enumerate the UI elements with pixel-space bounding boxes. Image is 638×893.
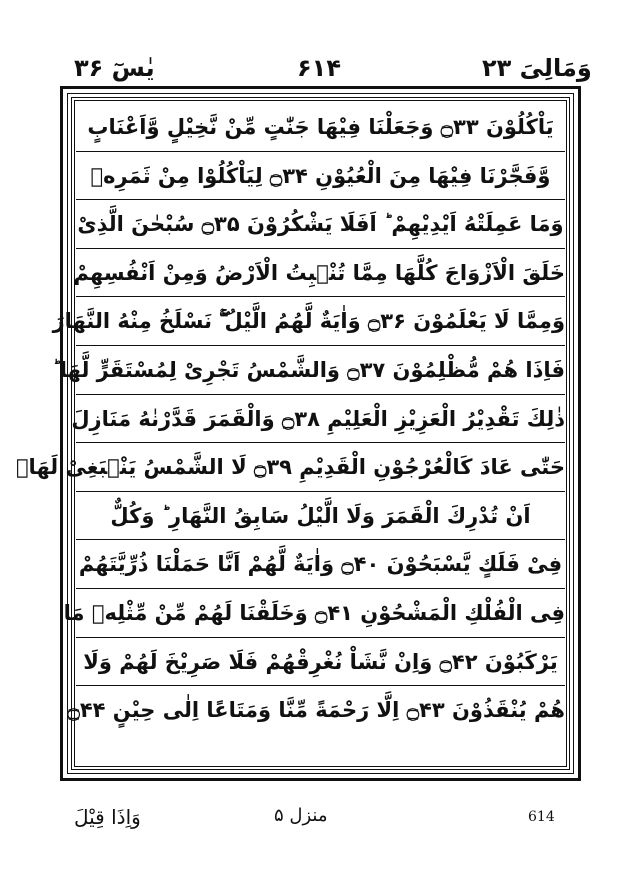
text-line-10: فِیْ فَلَكٍ یَّسْبَحُوْنَ ۝۴۰ وَاٰیَةٌ لَّهُمْ اَنَّا حَمَلْنَا ذُرِّیَّتَهُمْ: [76, 540, 565, 589]
text-line-13: هُمْ یُنْقَذُوْنَ ۝۴۳ اِلَّا رَحْمَةً مِّنَّا وَمَتَاعًا اِلٰی حِیْنٍ ۝۴۴: [67, 698, 565, 723]
text-line-8: حَتّٰی عَادَ كَالْعُرْجُوْنِ الْقَدِیْمِ ۝۳۹ لَا الشَّمْسُ یَنْۢبَغِیْ لَهَاۤ: [76, 443, 565, 492]
text-line-11: فِی الْفُلْكِ الْمَشْحُوْنِ ۝۴۱ وَخَلَقْنَا لَهُمْ مِّنْ مِّثْلِهٖ مَا: [76, 589, 565, 638]
text-line-7: ذٰلِكَ تَقْدِیْرُ الْعَزِیْزِ الْعَلِیْمِ ۝۳۸ وَالْقَمَرَ قَدَّرْنٰهُ مَنَازِلَ: [76, 395, 565, 444]
text-line-3: وَمَا عَمِلَتْهُ اَیْدِیْهِمْ ؕ اَفَلَا یَشْكُرُوْنَ ۝۳۵ سُبْحٰنَ الَّذِیْ: [76, 200, 565, 249]
page-header: [0, 0, 638, 92]
catchword: وَاِذَا قِیْلَ: [74, 805, 141, 829]
page-number: 614: [528, 809, 555, 825]
text-line-1: یَاْكُلُوْنَ ۝۳۳ وَجَعَلْنَا فِیْهَا جَنّٰتٍ مِّنْ نَّخِیْلٍ وَّاَعْنَابٍ: [76, 103, 565, 152]
text-line-6: فَاِذَا هُمْ مُّظْلِمُوْنَ ۝۳۷ وَالشَّمْسُ تَجْرِیْ لِمُسْتَقَرٍّ لَّهَا ؕ: [76, 346, 565, 395]
text-line-12: یَرْكَبُوْنَ ۝۴۲ وَاِنْ نَّشَاْ نُغْرِقْهُمْ فَلَا صَرِیْخَ لَهُمْ وَلَا: [76, 638, 565, 687]
text-line-4: خَلَقَ الْاَزْوَاجَ كُلَّهَا مِمَّا تُنْۢبِتُ الْاَرْضُ وَمِنْ اَنْفُسِهِمْ: [76, 249, 565, 298]
surah-label: یٰسٓ ۳۶: [74, 54, 155, 82]
juz-label: وَمَالِیَ ۲۳: [482, 54, 592, 82]
page-number-arabic: ۶۱۴: [297, 54, 341, 82]
text-line-9: اَنْ تُدْرِكَ الْقَمَرَ وَلَا الَّیْلُ سَابِقُ النَّهَارِ ؕ وَكُلٌّ: [76, 492, 565, 541]
text-block: [15, 103, 565, 735]
manzil-label: منزل ۵: [274, 805, 328, 826]
text-line-2: وَّفَجَّرْنَا فِیْهَا مِنَ الْعُیُوْنِ ۝۳۴ لِیَاْكُلُوْا مِنْ ثَمَرِهٖ: [76, 152, 565, 201]
text-line-5: وَمِمَّا لَا یَعْلَمُوْنَ ۝۳۶ وَاٰیَةٌ لَّهُمُ الَّیْلُ ۖۚ نَسْلَخُ مِنْهُ النَّهَارَ: [76, 297, 565, 346]
